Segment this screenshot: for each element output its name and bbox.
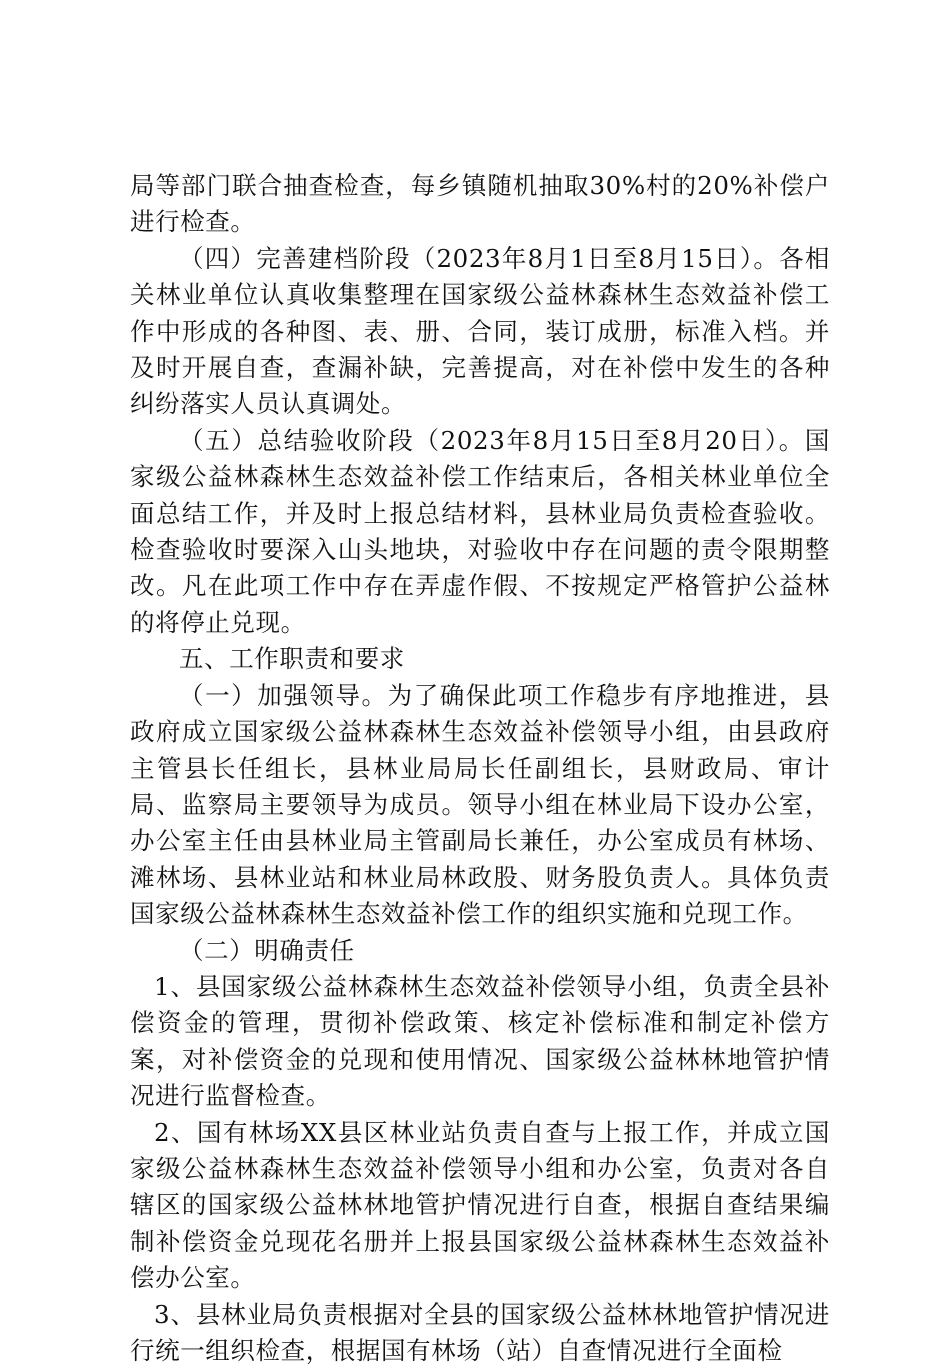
subheading-responsibility: （二）明确责任 xyxy=(179,935,355,965)
paragraph-leadership: （一）加强领导。为了确保此项工作稳步有序地推进，县政府成立国家级公益林森林生态效益补偿领导小组，由县政府主管县长任组长，县林业局局长任副组长，县财政局、审计局、监察局主要领导为成员。领导小组在林业局下设办公室，办公室主任由县林业局主管副局长兼任，办公室成员有林场、滩林场、县林业站和林业局林政股、财务股负责人。具体负责国家级公益林森林生态效益补偿工作的组织实施和兑现工作。 xyxy=(130,680,830,929)
paragraph-item-1: 1、县国家级公益林森林生态效益补偿领导小组，负责全县补偿资金的管理，贯彻补偿政策、核定补偿标准和制定补偿方案，对补偿资金的兑现和使用情况、国家级公益林林地管护情况进行监督检查。 xyxy=(130,971,830,1111)
document-body xyxy=(130,168,830,1369)
paragraph-acceptance-stage: （五）总结验收阶段（2023年8月15日至8月20日）。国家级公益林森林生态效益补偿工作结束后，各相关林业单位全面总结工作，并及时上报总结材料，县林业局负责检查验收。检查验收时要深入山头地块，对验收中存在问题的责令限期整改。凡在此项工作中存在弄虚作假、不按规定严格管护公益林的将停止兑现。 xyxy=(130,425,830,637)
paragraph-item-2: 2、国有林场XX县区林业站负责自查与上报工作，并成立国家级公益林森林生态效益补偿领导小组和办公室，负责对各自辖区的国家级公益林林地管护情况进行自查，根据自查结果编制补偿资金兑现花名册并上报县国家级公益林森林生态效益补偿办公室。 xyxy=(130,1117,830,1293)
paragraph-archiving-stage: （四）完善建档阶段（2023年8月1日至8月15日）。各相关林业单位认真收集整理在国家级公益林森林生态效益补偿工作中形成的各种图、表、册、合同，装订成册，标准入档。并及时开展自查，查漏补缺，完善提高，对在补偿中发生的各种纠纷落实人员认真调处。 xyxy=(130,243,830,419)
paragraph-continuation: 局等部门联合抽查检查，每乡镇随机抽取30%村的20%补偿户进行检查。 xyxy=(130,171,830,237)
section-heading-duties: 五、工作职责和要求 xyxy=(179,644,405,674)
paragraph-item-3: 3、县林业局负责根据对全县的国家级公益林林地管护情况进行统一组织检查，根据国有林场（站）自查情况进行全面检 xyxy=(130,1299,830,1365)
